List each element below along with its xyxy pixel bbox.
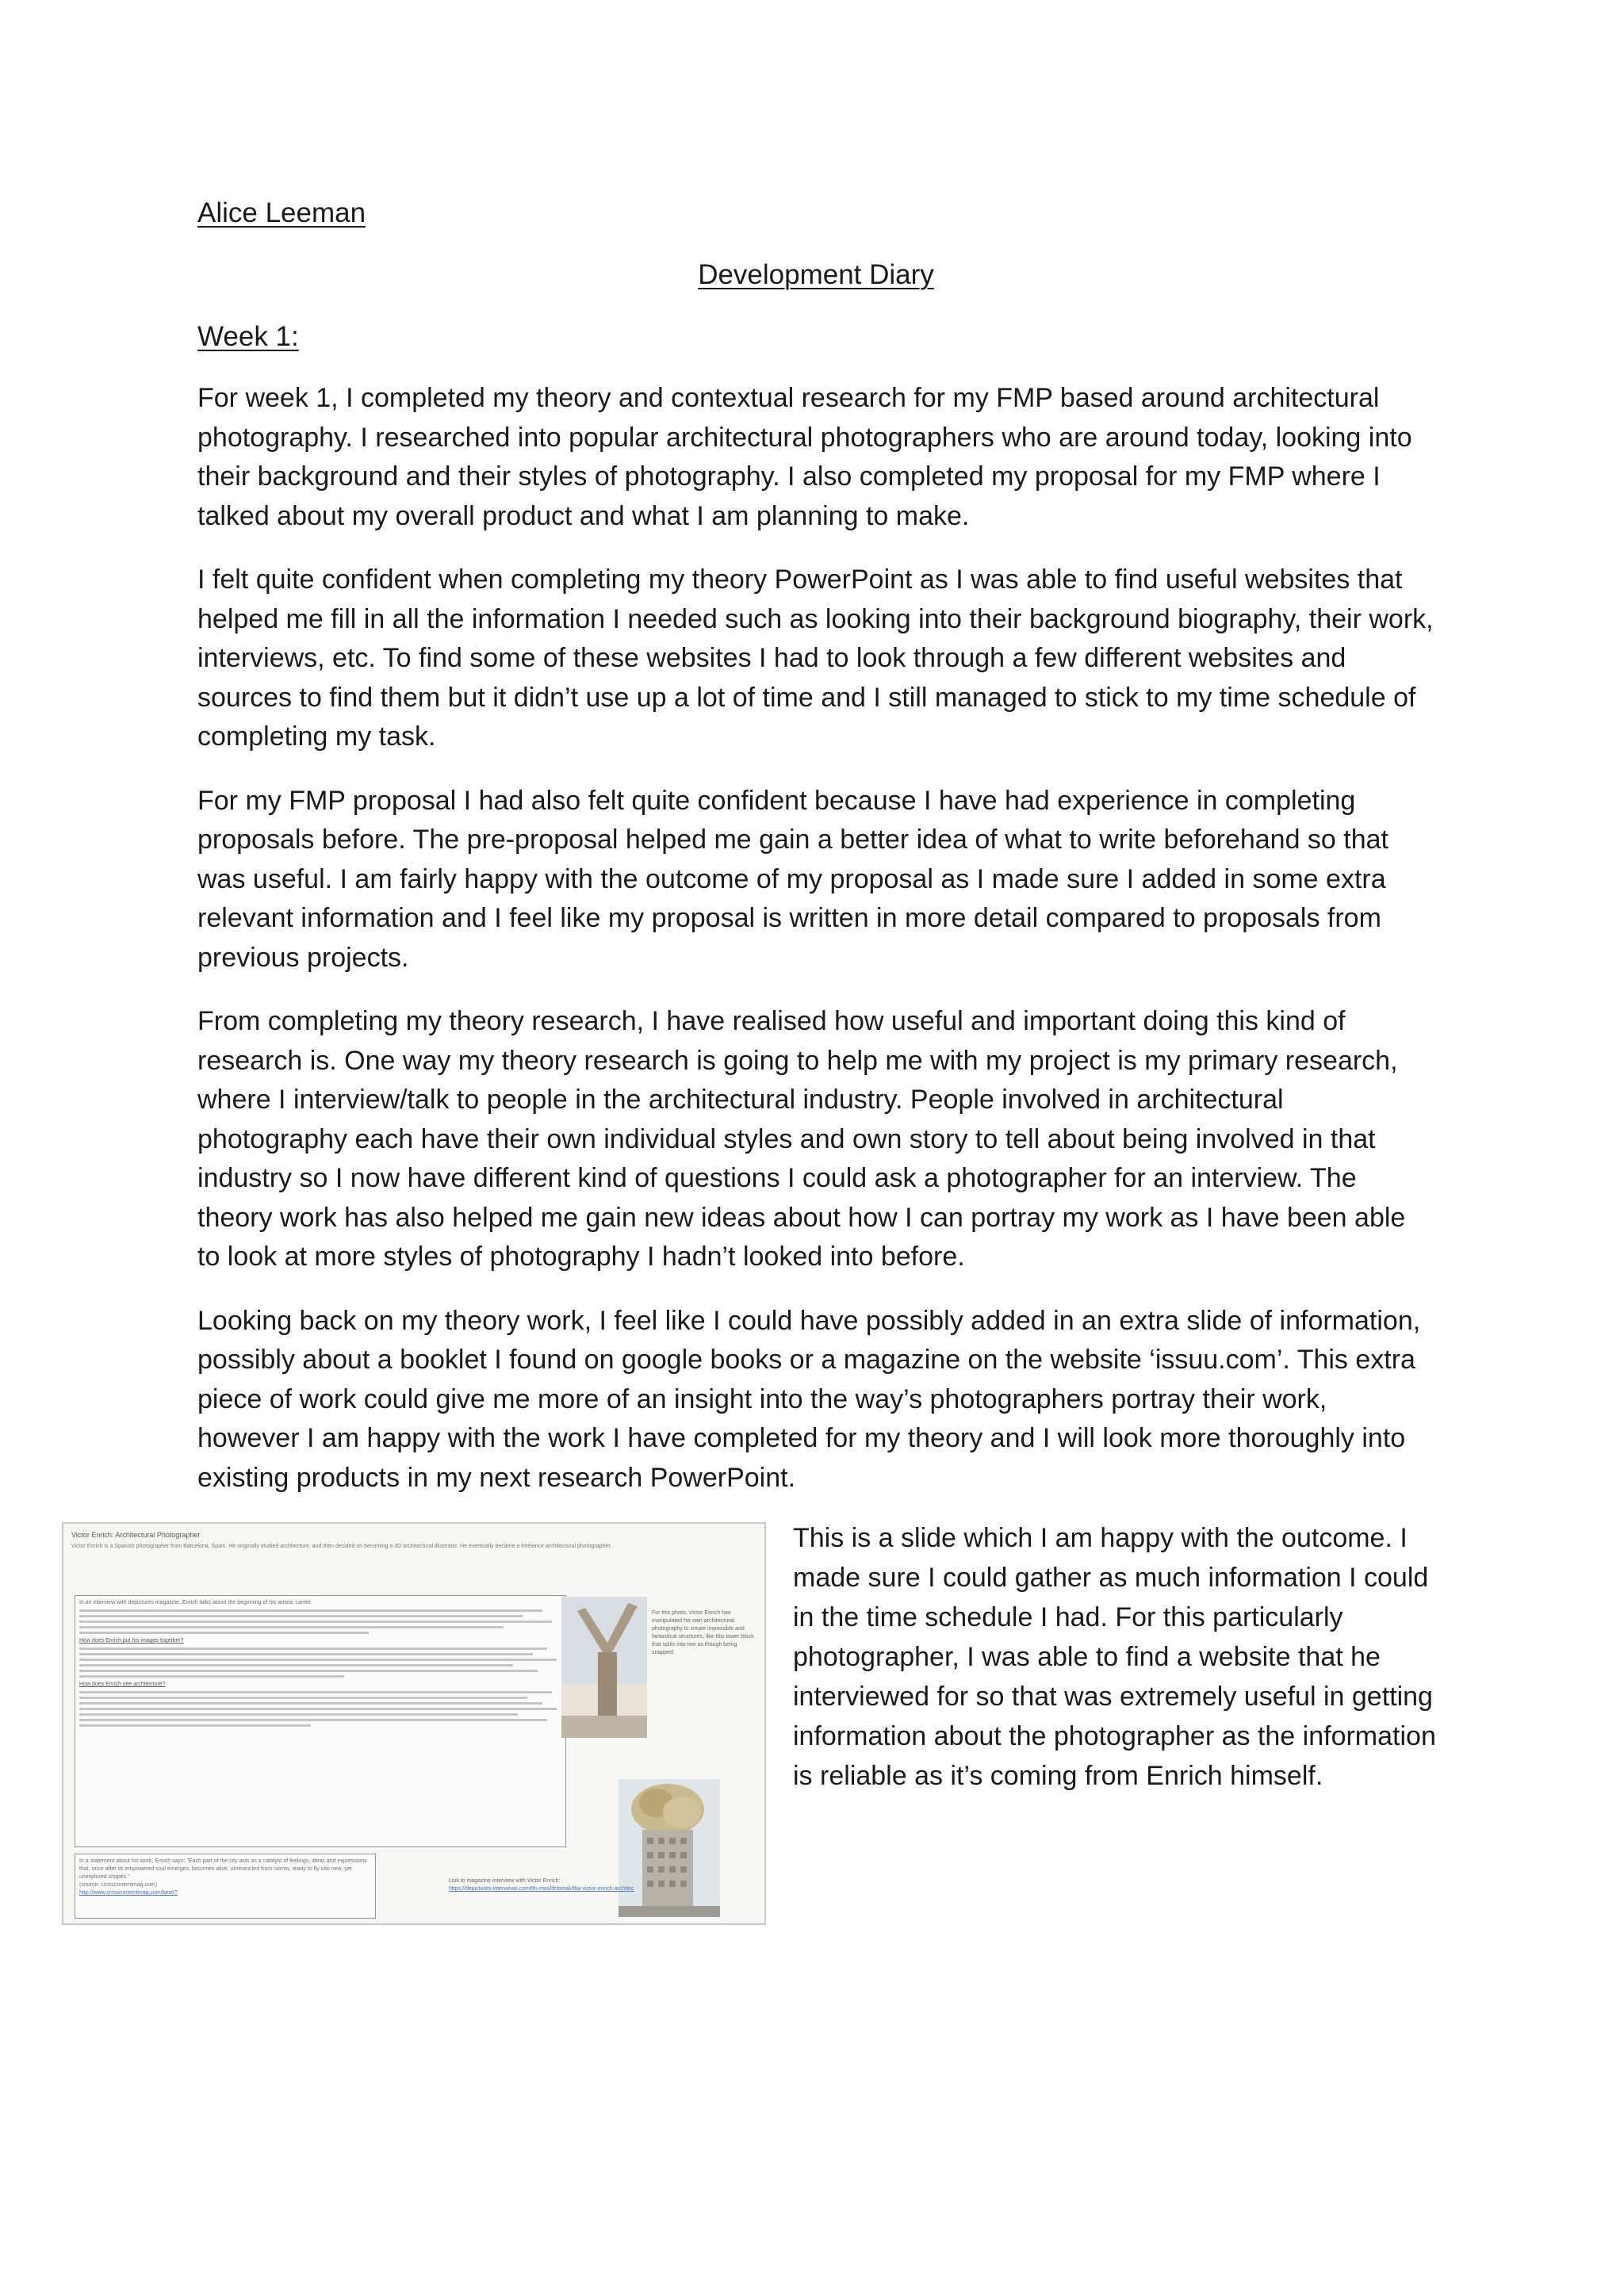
- slide-link-caption: [449, 1877, 671, 1893]
- slide-screenshot: [62, 1522, 766, 1925]
- tower-photo: [561, 1597, 647, 1738]
- slide-interview-link[interactable]: https://depictures-interviews.com/tfn-mos/tfnbreak/tba-victor-enrich-architec: [449, 1886, 634, 1892]
- paragraph-3: For my FMP proposal I had also felt quite confident because I have had experience in completing proposals before. The pre-proposal helped me gain a better idea of what to write beforehand so that was useful. I am fairly happy with the outcome of my proposal as I made sure I added in some extra relevant information and I feel like my proposal is written in more detail compared to proposals from previous projects.: [197, 785, 1388, 973]
- slide-commentary-text: This is a slide which I am happy with the outcome. I made sure I could gather as much information I could in the time schedule I had. For this particularly photographer, I was able to find a website that he interviewed for so that was extremely useful in getting information about the photographer as the information is reliable as it’s coming from Enrich himself.: [793, 1523, 1436, 1791]
- paragraph-1: For week 1, I completed my theory and contextual research for my FMP based around architectural photography. I researched into popular architectural photographers who are around today, looking into their background and their styles of photography. I also completed my proposal for my FMP where I talked about my overall product and what I am planning to make.: [197, 383, 1412, 531]
- slide-quote-link[interactable]: http://www.crosscontentmag.com/best/?: [79, 1890, 178, 1896]
- slide-question-3: How does Enrich see architecture?: [79, 1682, 166, 1687]
- paragraph-2: I felt quite confident when completing my theory PowerPoint as I was able to find useful websites that helped me fill in all the information I needed such as looking into their background biography, their work, interviews, etc. To find some of these websites I had to look through a few different websites and sources to find them but it didn’t use up a lot of time and I still managed to stick to my time schedule of completing my task.: [197, 564, 1434, 752]
- slide-interview-box: [75, 1595, 566, 1847]
- slide-text-lines: [79, 1647, 561, 1678]
- slide-quote-source: (source: crosscontentmag.com): [79, 1882, 158, 1888]
- slide-link-label: Link to magazine interview with Victor Enrich:: [449, 1878, 561, 1884]
- slide-text-lines: [79, 1609, 561, 1634]
- page-title-text: Development Diary: [698, 259, 934, 290]
- page-title: [197, 257, 1434, 293]
- slide-text-lines: [79, 1691, 561, 1727]
- tower-photo-caption: For this photo, Victor Enrich has manipulated his own architectural photography to create impossible and fantastical structures, like this tower block that splits into two as though being snapped.: [652, 1610, 754, 1655]
- slide-question-1: In an interview with depictures magazine, Enrich talks about the beginning of his artistic career.: [79, 1600, 312, 1605]
- tree-building-photo: [619, 1779, 720, 1917]
- week-heading: Week 1:: [197, 321, 299, 352]
- diary-body: [197, 379, 1434, 1522]
- author-name: Alice Leeman: [197, 197, 366, 228]
- slide-question-2: How does Enrich put his images together?: [79, 1638, 184, 1644]
- slide-title: Victor Enrich: Architectural Photographer: [71, 1531, 201, 1539]
- slide-commentary: [793, 1518, 1443, 1796]
- slide-quote-box: [75, 1854, 376, 1919]
- slide-quote: In a statement about his work, Enrich says: "Each part of the city acts as a catalyst of feelings, ideas and expressions that, once after its empowered soul emerges, becomes alive, unrestricted from norms, ready to fly into new, yet unexplored shapes.": [79, 1858, 367, 1880]
- paragraph-4: From completing my theory research, I have realised how useful and important doing this kind of research is. One way my theory research is going to help me with my project is my primary research, where I interview/talk to people in the architectural industry. People involved in architectural photography each have their own individual styles and own story to tell about being involved in that industry so I now have different kind of questions I could ask a photographer for an interview. The theory work has also helped me gain new ideas about how I can portray my work as I have been able to look at more styles of photography I hadn’t looked into before.: [197, 1006, 1406, 1272]
- slide-intro: Victor Enrich is a Spanish photographer from Barcelona, Spain. He originally studied architecture, and then decided on becoming a 3D architectural illustrator. He eventually became a freelance architectural photographer.: [71, 1544, 612, 1549]
- paragraph-5: Looking back on my theory work, I feel like I could have possibly added in an extra slide of information, possibly about a booklet I found on google books or a magazine on the website ‘issuu.com’. This extra piece of work could give me more of an insight into the way’s photographers portray their work, however I am happy with the work I have completed for my theory and I will look more thoroughly into existing products in my next research PowerPoint.: [197, 1305, 1421, 1493]
